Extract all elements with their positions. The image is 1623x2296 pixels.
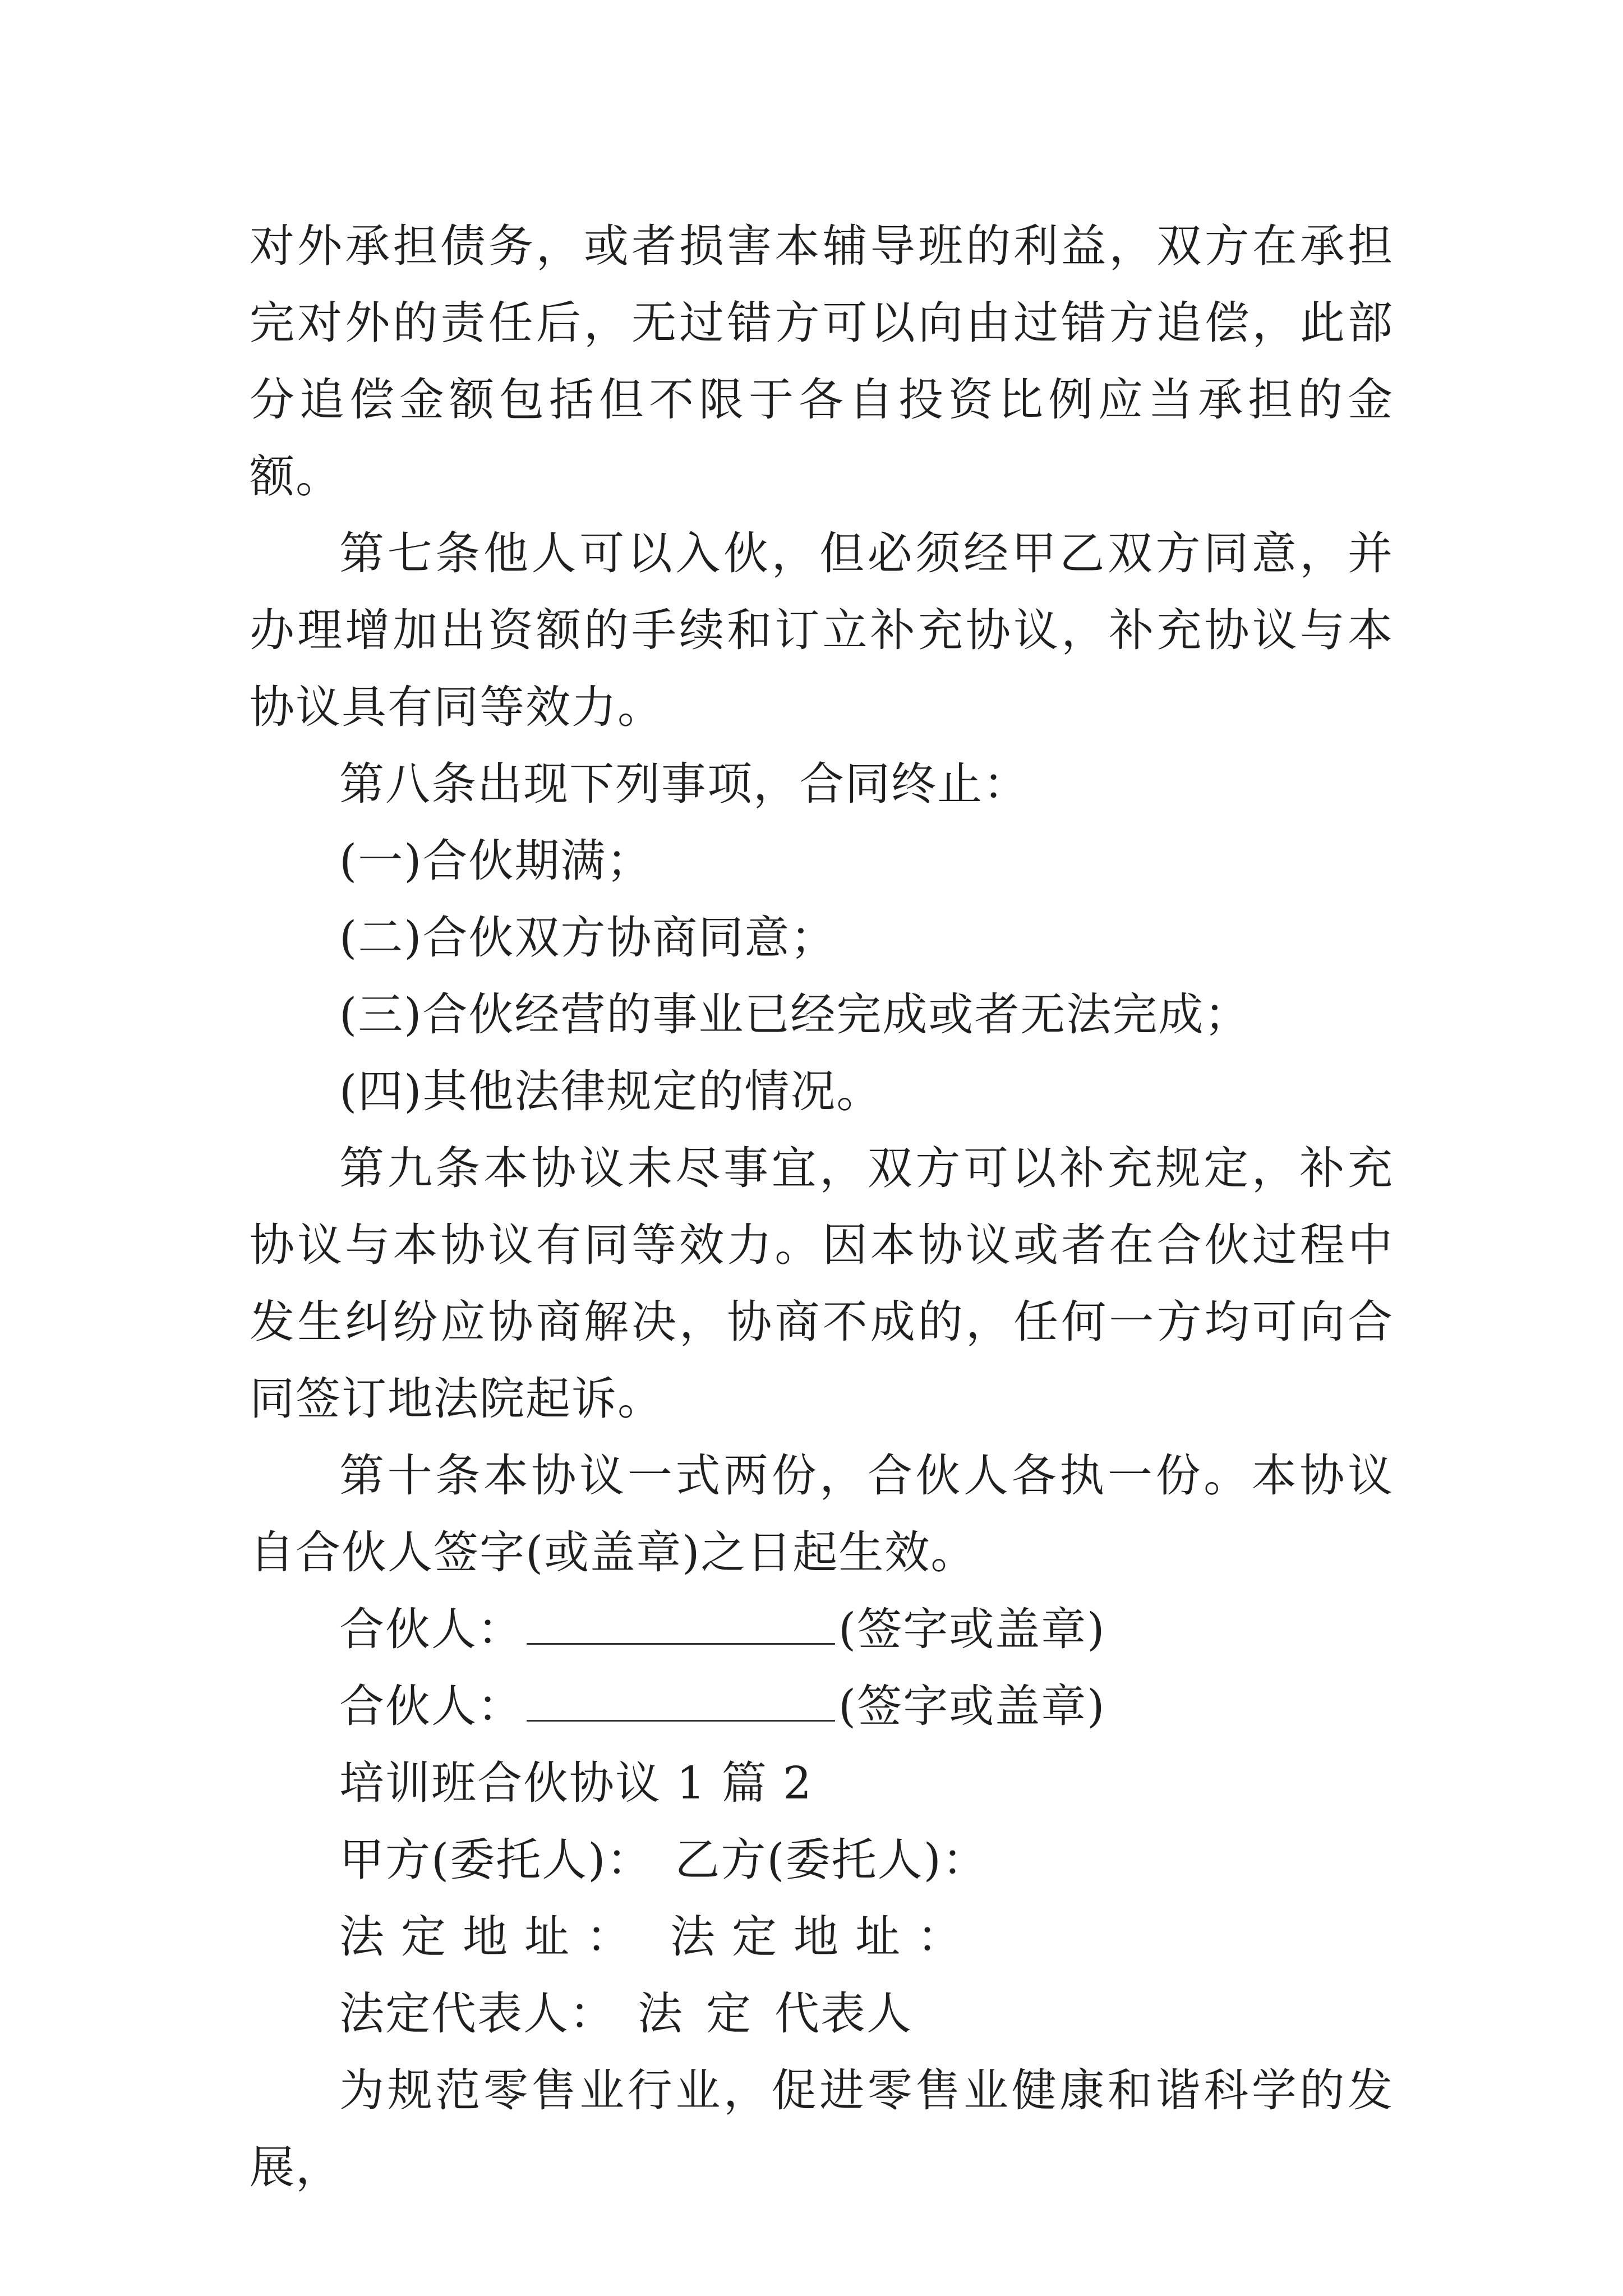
article-8-item-3: (三)合伙经营的事业已经完成或者无法完成； [339,988,1251,1041]
address-a-label: 法定地址： [339,1911,648,1963]
article-8: 第八条出现下列事项，合同终止： [339,758,1029,810]
address-b-label: 法定地址： [670,1911,979,1963]
party-b-label: 乙方(委托人)： [675,1834,988,1886]
rep-b-part-2: 定 [706,1987,752,2040]
article-8-item-1: (一)合伙期满； [339,835,653,887]
article-8-item-2: (二)合伙双方协商同意； [339,912,837,964]
article-7: 第七条他人可以入伙，但必须经甲乙双方同意，并办理增加出资额的手续和订立补充协议，补充协议与本协议具有同等效力。 [250,527,1394,733]
parties-line [250,1821,1394,1898]
signature-line-2 [250,1668,1394,1745]
rep-b-part-1: 法 [638,1987,684,2040]
article-10: 第十条本协议一式两份，合伙人各执一份。本协议自合伙人签字(或盖章)之日起生效。 [250,1450,1394,1579]
party-a-label: 甲方(委托人)： [339,1834,653,1886]
rep-a-label: 法定代表人： [339,1987,615,2040]
signature-label: 合伙人： [339,1680,523,1732]
closing-paragraph: 为规范零售业行业，促进零售业健康和谐科学的发展， [250,2064,1394,2193]
article-8-item-4: (四)其他法律规定的情况。 [339,1065,883,1117]
signature-label: 合伙人： [339,1603,523,1655]
section-title: 培训班合伙协议 1 篇 2 [339,1757,813,1809]
rep-b-part-3: 代表人 [774,1987,912,2040]
paragraph-continued: 对外承担债务，或者损害本辅导班的利益，双方在承担完对外的责任后，无过错方可以向由过错方追偿，此部分追偿金额包括但不限于各自投资比例应当承担的金额。 [250,220,1394,503]
address-line [250,1898,1394,1975]
signature-line-1 [250,1591,1394,1668]
document-body [250,208,1394,2206]
signature-suffix: (签字或盖章) [838,1603,1106,1655]
signature-suffix: (签字或盖章) [838,1680,1106,1732]
signature-blank [527,1681,835,1722]
representative-line [250,1975,1394,2052]
article-9: 第九条本协议未尽事宜，双方可以补充规定，补充协议与本协议有同等效力。因本协议或者在合伙过程中发生纠纷应协商解决，协商不成的，任何一方均可向合同签订地法院起诉。 [250,1142,1394,1425]
signature-blank [527,1604,835,1645]
